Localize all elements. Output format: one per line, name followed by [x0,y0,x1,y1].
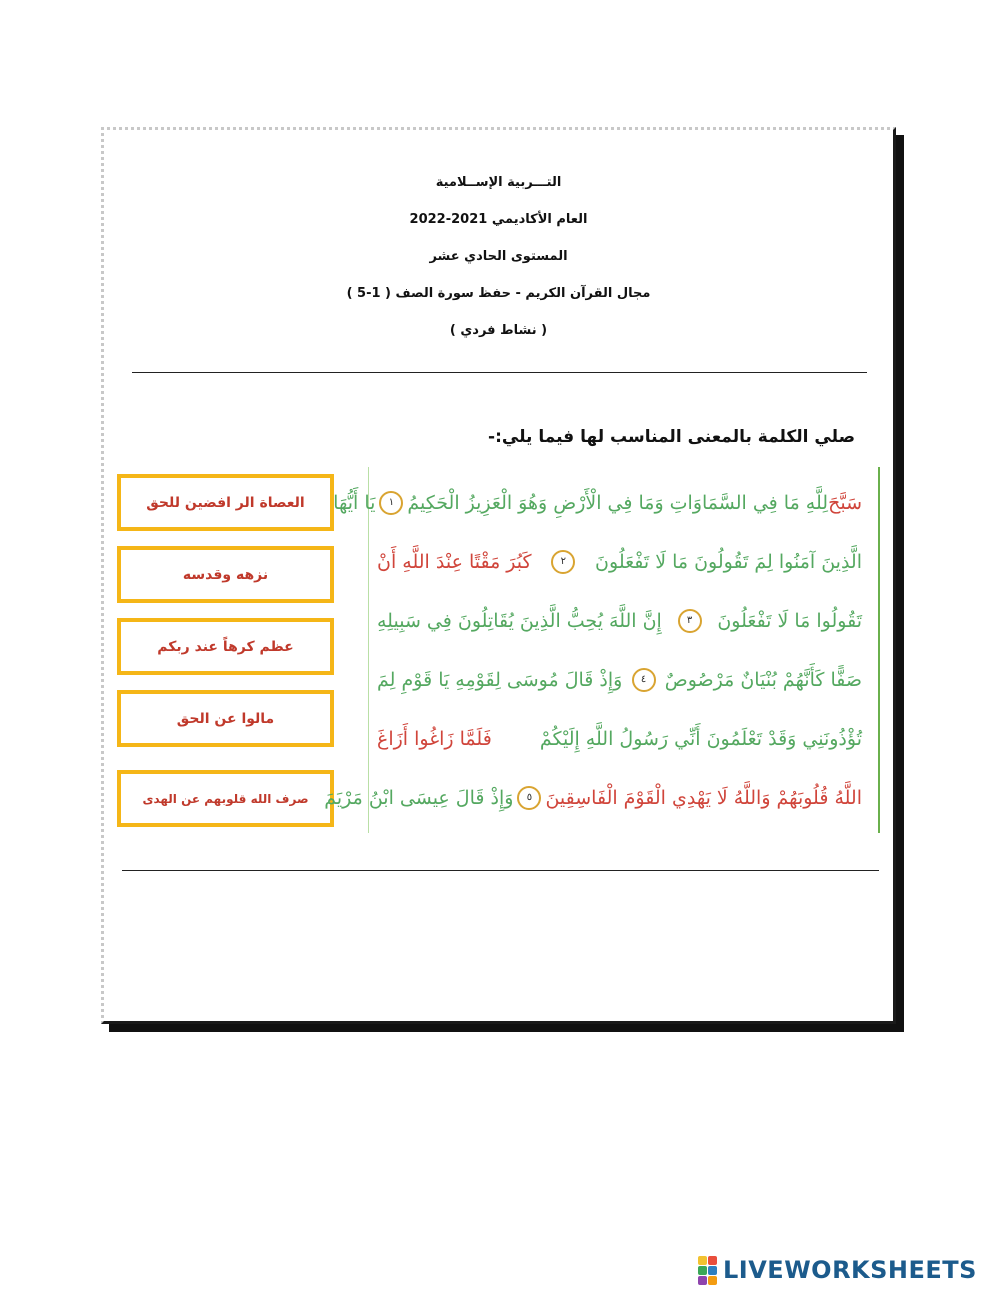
quran-line [324,768,862,827]
quran-line [377,709,862,768]
ayah-marker-icon: ٢ [551,550,575,574]
quran-text: وَإِذْ قَالَ مُوسَى لِقَوْمِهِ يَا قَوْمِ لِمَ [377,668,623,691]
subject-field: مجال القرآن الكريم - حفظ سورة الصف ( 1-5 ) [346,286,651,301]
ayah-marker-icon: ١ [379,491,403,515]
quran-verses-image [324,467,880,833]
ayah-marker-icon: ٤ [632,668,656,692]
answer-box-3[interactable]: عظم كرهاً عند ربكم [117,618,334,675]
worksheet-page [101,127,896,1024]
quran-text: اللَّهُ قُلُوبَهُمْ وَاللَّهُ لَا يَهْدِي الْقَوْمَ الْفَاسِقِينَ [545,786,862,809]
top-divider [132,372,867,373]
quran-text: يَا أَيُّهَا [333,491,376,514]
answer-box-4[interactable]: مالوا عن الحق [117,690,334,747]
answer-box-1[interactable]: العصاة الر افضين للحق [117,474,334,531]
answer-box-5[interactable]: صرف الله قلوبهم عن الهدى [117,770,334,827]
quran-text: إِنَّ اللَّهَ يُحِبُّ الَّذِينَ يُقَاتِلُونَ فِي سَبِيلِهِ [377,609,662,632]
academic-year: العام الأكاديمي 2021-2022 [409,212,588,227]
quran-text: الَّذِينَ آمَنُوا لِمَ تَقُولُونَ مَا لَا تَفْعَلُونَ [595,550,862,573]
subject-title: التـــربية الإســلامية [435,175,562,190]
bottom-divider [122,870,879,871]
liveworksheets-logo [698,1256,977,1284]
answer-box-2[interactable]: نزهه وقدسه [117,546,334,603]
quran-text: تُؤْذُونَنِي وَقَدْ تَعْلَمُونَ أَنِّي رَسُولُ اللَّهِ إِلَيْكُمْ [539,727,862,750]
grade-level: المستوى الحادي عشر [429,249,568,264]
quran-word: سَبَّحَ [828,491,862,514]
quran-line [377,650,862,709]
instruction-text: صلي الكلمة بالمعنى المناسب لها فيما يلي:- [488,427,855,447]
logo-blocks-icon [698,1256,717,1285]
ayah-marker-icon: ٥ [517,786,541,810]
brand-name: LIVEWORKSHEETS [723,1256,977,1284]
quran-text: لِلَّهِ مَا فِي السَّمَاوَاتِ وَمَا فِي الْأَرْضِ وَهُوَ الْعَزِيزُ الْحَكِيمُ [407,491,829,514]
quran-line [377,591,862,650]
quran-line [377,532,862,591]
activity-type: ( نشاط فردي ) [449,323,548,338]
quran-text: صَفًّا كَأَنَّهُمْ بُنْيَانٌ مَرْصُوصٌ [664,668,862,691]
quran-line [333,473,862,532]
quran-text: كَبُرَ مَقْتًا عِنْدَ اللَّهِ أَنْ [377,550,532,573]
quran-text: وَإِذْ قَالَ عِيسَى ابْنُ مَرْيَمَ [324,786,514,809]
ayah-marker-icon: ٣ [678,609,702,633]
quran-text: فَلَمَّا زَاغُوا أَزَاغَ [377,727,492,750]
quran-text: تَقُولُوا مَا لَا تَفْعَلُونَ [717,609,862,632]
